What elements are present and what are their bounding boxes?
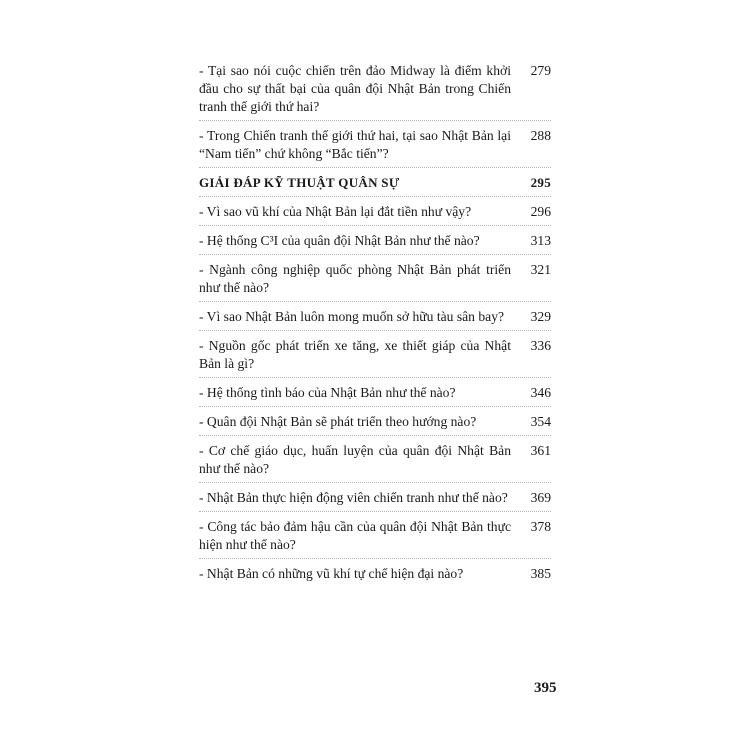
toc-entry-title: - Tại sao nói cuộc chiến trên đảo Midway là điểm khởi đầu cho sự thất bại của quân đội Nhật Bản trong Chiến tranh thế giới thứ hai? xyxy=(199,63,511,114)
toc-entry-page: 288 xyxy=(530,128,551,143)
toc-entry-title: - Trong Chiến tranh thế giới thứ hai, tại sao Nhật Bản lại “Nam tiến” chứ không “Bắc tiến”? xyxy=(199,128,511,161)
toc-section-heading xyxy=(199,172,551,197)
toc-entry xyxy=(199,306,551,331)
toc-entry xyxy=(199,487,551,512)
toc-section-title: GIẢI ĐÁP KỸ THUẬT QUÂN SỰ xyxy=(199,175,400,190)
toc-entry xyxy=(199,335,551,378)
toc-entry-page: 385 xyxy=(530,566,551,581)
toc-entry xyxy=(199,440,551,483)
page-number: 395 xyxy=(534,680,557,696)
table-of-contents xyxy=(199,60,551,591)
toc-entry-title: - Ngành công nghiệp quốc phòng Nhật Bản phát triển như thế nào? xyxy=(199,262,511,295)
toc-entry-title: - Hệ thống tình báo của Nhật Bản như thế nào? xyxy=(199,385,456,400)
toc-entry-page: 296 xyxy=(530,204,551,219)
toc-entry-title: - Vì sao Nhật Bản luôn mong muốn sở hữu tàu sân bay? xyxy=(199,309,505,324)
toc-entry-title: - Vì sao vũ khí của Nhật Bản lại đắt tiền như vậy? xyxy=(199,204,472,219)
toc-entry-title: - Nhật Bản thực hiện động viên chiến tranh như thế nào? xyxy=(199,490,508,505)
toc-entry-page: 361 xyxy=(530,443,551,458)
toc-entry xyxy=(199,230,551,255)
toc-entry-page: 369 xyxy=(530,490,551,505)
toc-entry-page: 313 xyxy=(530,233,551,248)
toc-entry-page: 346 xyxy=(530,385,551,400)
toc-entry xyxy=(199,60,551,121)
toc-entry-page: 354 xyxy=(530,414,551,429)
toc-entry-title: - Quân đội Nhật Bản sẽ phát triển theo hướng nào? xyxy=(199,414,477,429)
toc-entry-title: - Nhật Bản có những vũ khí tự chế hiện đại nào? xyxy=(199,566,464,581)
toc-entry xyxy=(199,259,551,302)
toc-entry-title: - Hệ thống C³I của quân đội Nhật Bản như thế nào? xyxy=(199,233,480,248)
toc-entry xyxy=(199,563,551,587)
toc-entry-page: 279 xyxy=(530,63,551,78)
toc-entry-title: - Nguồn gốc phát triển xe tăng, xe thiết giáp của Nhật Bản là gì? xyxy=(199,338,511,371)
toc-entry xyxy=(199,516,551,559)
toc-entry xyxy=(199,125,551,168)
toc-entry-page: 295 xyxy=(530,175,551,190)
toc-entry-page: 329 xyxy=(530,309,551,324)
toc-entry-title: - Công tác bảo đảm hậu cần của quân đội Nhật Bản thực hiện như thế nào? xyxy=(199,519,511,552)
toc-entry-page: 378 xyxy=(530,519,551,534)
toc-entry-page: 336 xyxy=(530,338,551,353)
toc-entry-title: - Cơ chế giáo dục, huấn luyện của quân đội Nhật Bản như thế nào? xyxy=(199,443,511,476)
toc-entry xyxy=(199,411,551,436)
toc-entry-page: 321 xyxy=(530,262,551,277)
toc-entry xyxy=(199,382,551,407)
toc-entry xyxy=(199,201,551,226)
